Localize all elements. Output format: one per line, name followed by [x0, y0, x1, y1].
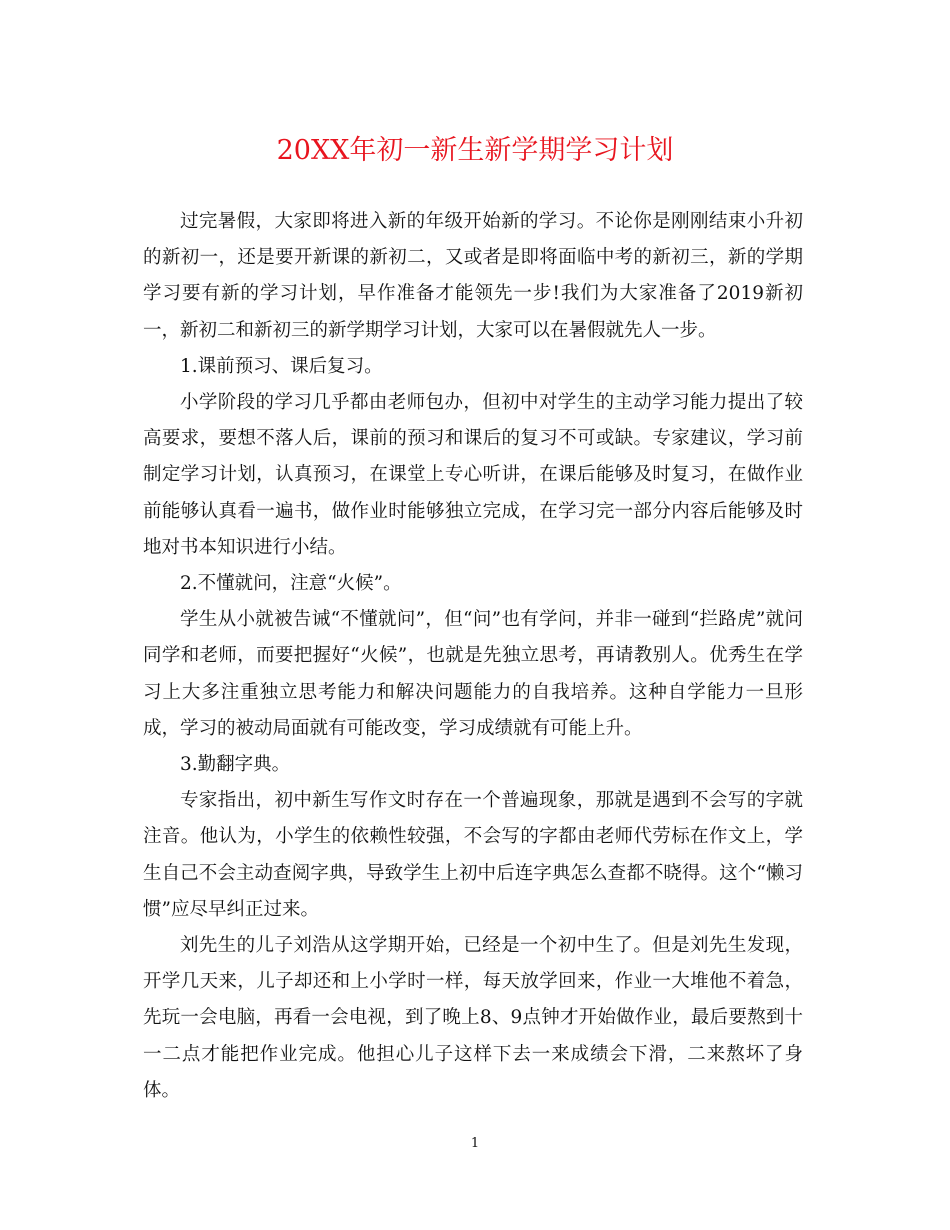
section-heading-2: 2.不懂就问，注意“火候”。: [180, 573, 402, 595]
paragraph-section-2: 学生从小就被告诫“不懂就问”，但“问”也有学问，并非一碰到“拦路虎”就问同学和老师，而要把握好“火候”，也就是先独立思考，再请教别人。优秀生在学习上大多注重独立思考能力和解决问题能力的自我培养。这种自学能力一旦形成，学习的被动局面就有可能改变，学习成绩就有可能上升。: [143, 609, 803, 739]
section-heading-3: 3.勤翻字典。: [180, 754, 291, 776]
document-title: 20XX年初一新生新学期学习计划: [276, 135, 674, 166]
section-heading-1: 1.课前预习、课后复习。: [180, 355, 383, 377]
paragraph-section-3: 专家指出，初中新生写作文时存在一个普遍现象，那就是遇到不会写的字就注音。他认为，小学生的依赖性较强，不会写的字都由老师代劳标在作文上，学生自己不会主动查阅字典，导致学生上初中后连字典怎么查都不晓得。这个“懒习惯”应尽早纠正过来。: [143, 790, 803, 920]
paragraph-intro: 过完暑假，大家即将进入新的年级开始新的学习。不论你是刚刚结束小升初的新初一，还是要开新课的新初二，又或者是即将面临中考的新初三，新的学期学习要有新的学习计划，早作准备才能领先一步!我们为大家准备了2019新初一，新初二和新初三的新学期学习计划，大家可以在暑假就先人一步。: [143, 211, 803, 341]
paragraph-example: 刘先生的儿子刘浩从这学期开始，已经是一个初中生了。但是刘先生发现，开学几天来，儿子却还和上小学时一样，每天放学回来，作业一大堆他不着急，先玩一会电脑，再看一会电视，到了晚上8、9点钟才开始做作业，最后要熬到十一二点才能把作业完成。他担心儿子这样下去一来成绩会下滑，二来熬坏了身体。: [143, 935, 803, 1101]
page-number: 1: [470, 1136, 480, 1151]
document-body: [143, 204, 803, 1109]
paragraph-section-1: 小学阶段的学习几乎都由老师包办，但初中对学生的主动学习能力提出了较高要求，要想不落人后，课前的预习和课后的复习不可或缺。专家建议，学习前制定学习计划，认真预习，在课堂上专心听讲，在课后能够及时复习，在做作业前能够认真看一遍书，做作业时能够独立完成，在学习完一部分内容后能够及时地对书本知识进行小结。: [143, 392, 803, 558]
